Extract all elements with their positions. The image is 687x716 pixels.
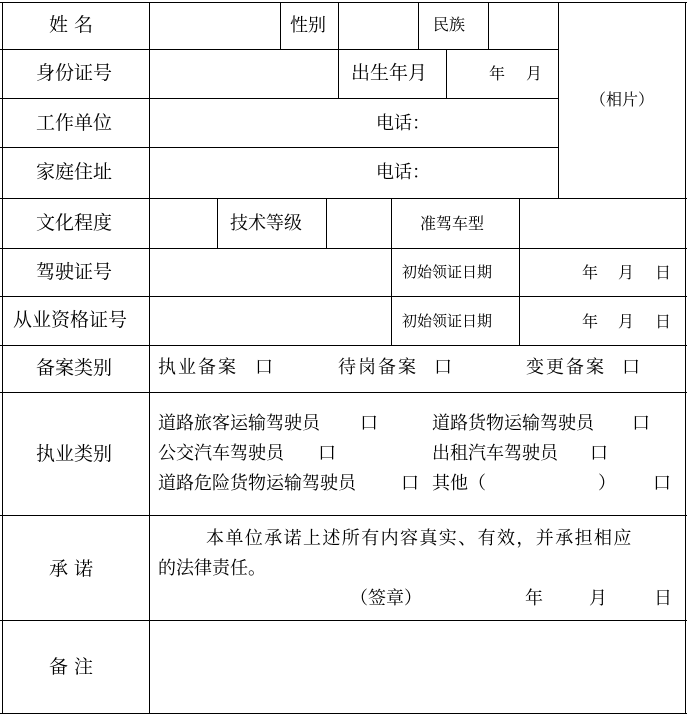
practice-hazmat-checkbox[interactable]: 口 (401, 473, 419, 494)
skill-level-field[interactable] (327, 199, 391, 248)
license-first-date-label: 初始领证日期 (402, 263, 493, 281)
practice-other-checkbox[interactable]: 口 (653, 473, 671, 494)
qualification-year-unit: 年 (582, 312, 599, 331)
license-number-label: 驾驶证号 (36, 261, 113, 283)
col-line-r5-c (391, 198, 392, 345)
border-right (685, 2, 686, 714)
commitment-month-unit: 月 (589, 588, 607, 609)
license-day-unit: 日 (655, 263, 672, 282)
filing-standby-checkbox[interactable]: 口 (434, 357, 452, 378)
ethnicity-label: 民族 (433, 15, 466, 34)
id-number-field[interactable] (150, 50, 338, 98)
filing-option-change: 变更备案 (526, 357, 606, 378)
work-phone-label: 电话： (376, 113, 430, 134)
practice-bus-checkbox[interactable]: 口 (318, 443, 336, 464)
home-phone-label: 电话： (376, 162, 430, 183)
skill-level-label: 技术等级 (230, 213, 302, 234)
qualification-first-date-label: 初始领证日期 (402, 312, 493, 330)
education-field[interactable] (150, 199, 217, 248)
practice-other-close-paren: ） (598, 473, 616, 494)
practice-type-label: 执业类别 (36, 443, 113, 465)
filing-option-practice: 执业备案 (158, 357, 238, 378)
filing-type-label: 备案类别 (36, 357, 113, 379)
commitment-day-unit: 日 (654, 588, 672, 609)
commitment-text-line1: 本单位承诺上述所有内容真实、有效，并承担相应 (206, 528, 633, 549)
work-unit-field[interactable] (150, 99, 370, 147)
practice-other-label: 其他（ (432, 473, 486, 494)
signature-seal-label: （签章） (350, 588, 422, 609)
license-number-field[interactable] (150, 249, 391, 296)
license-year-unit: 年 (582, 263, 599, 282)
row-line-7 (0, 345, 687, 346)
commitment-label: 承 诺 (49, 558, 94, 580)
birth-month-unit: 月 (526, 64, 543, 83)
name-field[interactable] (150, 3, 280, 49)
practice-bus-driver: 公交汽车驾驶员 (158, 443, 284, 464)
col-line-r5-a (217, 198, 218, 248)
photo-label: （相片） (590, 90, 655, 109)
vehicle-class-field[interactable] (520, 199, 685, 248)
gender-field[interactable] (339, 3, 418, 49)
border-bottom (0, 713, 687, 714)
qualification-month-unit: 月 (618, 312, 635, 331)
row-line-9 (0, 515, 687, 516)
practice-taxi-checkbox[interactable]: 口 (590, 443, 608, 464)
work-unit-label: 工作单位 (36, 112, 113, 134)
photo-field[interactable] (559, 3, 685, 198)
qualification-number-label: 从业资格证号 (13, 309, 128, 331)
practice-freight-driver: 道路货物运输驾驶员 (432, 413, 594, 434)
qualification-number-field[interactable] (150, 297, 391, 345)
filing-option-standby: 待岗备案 (338, 357, 418, 378)
education-label: 文化程度 (36, 212, 113, 234)
practice-freight-checkbox[interactable]: 口 (632, 413, 650, 434)
birth-date-label: 出生年月 (351, 62, 428, 84)
commitment-year-unit: 年 (525, 588, 543, 609)
vehicle-class-label: 准驾车型 (420, 214, 485, 233)
row-line-8 (0, 392, 687, 393)
filing-practice-checkbox[interactable]: 口 (255, 357, 273, 378)
col-line-r1-c (418, 2, 419, 49)
name-label: 姓 名 (49, 14, 94, 36)
practice-hazmat-driver: 道路危险货物运输驾驶员 (158, 473, 356, 494)
home-address-field[interactable] (150, 148, 370, 198)
qualification-day-unit: 日 (655, 312, 672, 331)
practice-taxi-driver: 出租汽车驾驶员 (432, 443, 558, 464)
license-month-unit: 月 (618, 263, 635, 282)
birth-year-unit: 年 (489, 64, 506, 83)
remarks-label: 备 注 (49, 656, 94, 678)
col-line-r2 (446, 49, 447, 98)
filing-change-checkbox[interactable]: 口 (622, 357, 640, 378)
remarks-field[interactable] (150, 621, 685, 713)
practice-passenger-checkbox[interactable]: 口 (360, 413, 378, 434)
gender-label: 性别 (290, 15, 326, 36)
border-left (2, 2, 3, 714)
home-address-label: 家庭住址 (36, 161, 113, 183)
col-line-r1-a (280, 2, 281, 49)
commitment-text-line2: 的法律责任。 (158, 558, 266, 579)
ethnicity-field[interactable] (489, 3, 558, 49)
practice-passenger-driver: 道路旅客运输驾驶员 (158, 413, 320, 434)
id-number-label: 身份证号 (36, 62, 113, 84)
